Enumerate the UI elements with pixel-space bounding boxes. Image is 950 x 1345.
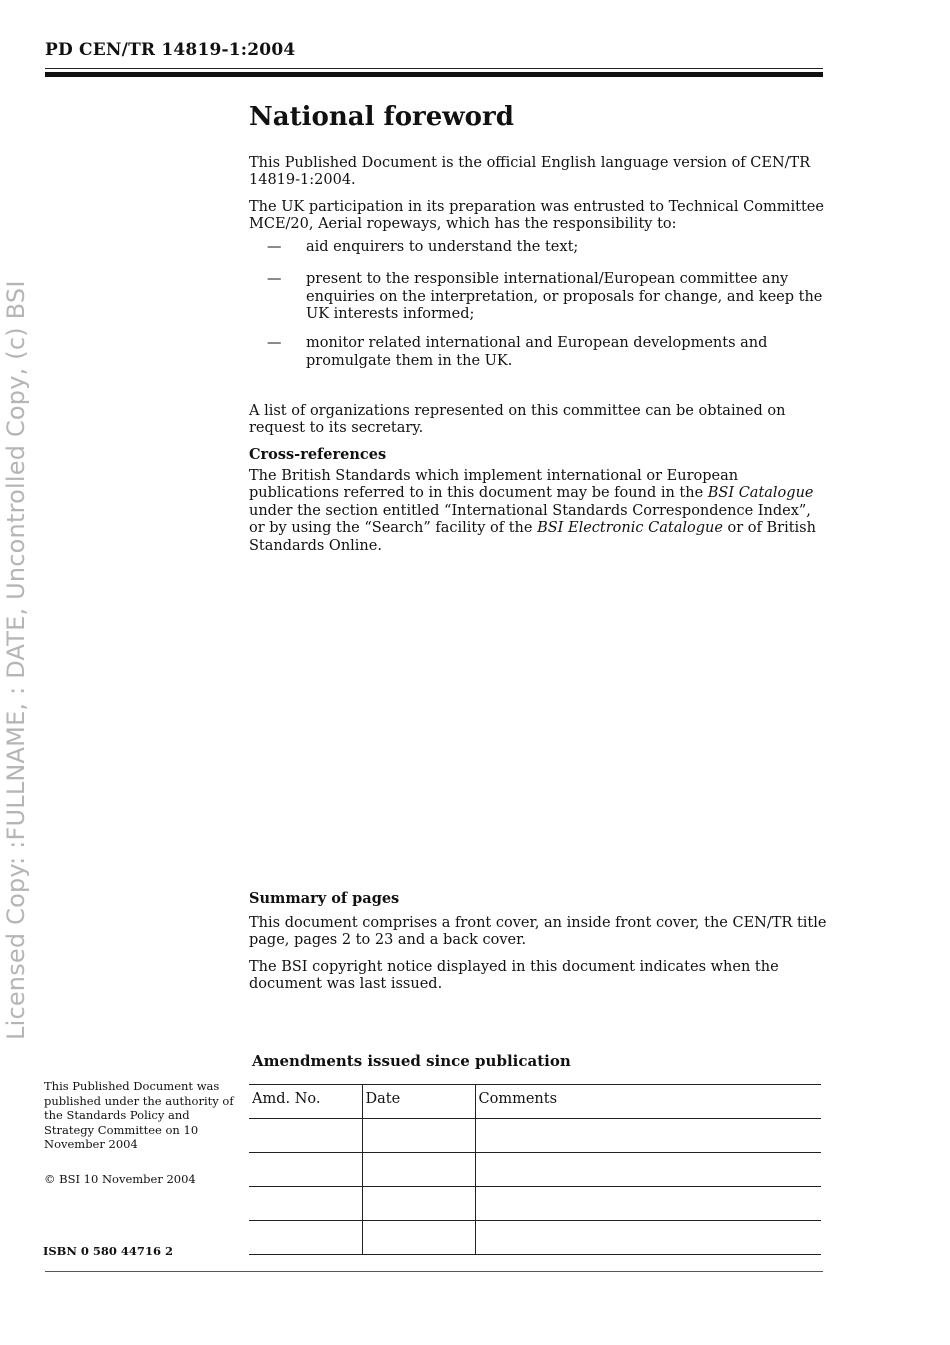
copyright-notice: © BSI 10 November 2004 (44, 1172, 196, 1186)
table-cell (362, 1187, 475, 1221)
summary-paragraph-2: The BSI copyright notice displayed in this document indicates when the document was last issued. (249, 958, 779, 992)
xref-text-2: under the section entitled “International Standards Correspondence Index”, or by using the “Search” facility of the (249, 502, 811, 536)
column-header-date: Date (362, 1085, 475, 1119)
dash-bullet: — (267, 239, 282, 255)
table-cell (249, 1119, 362, 1153)
page-title: National foreword (249, 102, 514, 132)
cross-references-paragraph (249, 468, 829, 556)
table-cell (249, 1153, 362, 1187)
table-cell (475, 1221, 821, 1255)
header-rule-thick (45, 72, 823, 77)
footer-rule (45, 1271, 823, 1272)
header-rule-thin (45, 68, 823, 69)
committee-note: A list of organizations represented on this committee can be obtained on request to its secretary. (249, 402, 786, 436)
table-row (249, 1187, 821, 1221)
table-cell (362, 1221, 475, 1255)
table-cell (249, 1187, 362, 1221)
dash-bullet: — (267, 335, 282, 351)
document-id: PD CEN/TR 14819-1:2004 (45, 40, 296, 60)
column-header-comments: Comments (475, 1085, 821, 1119)
dash-bullet: — (267, 271, 282, 287)
responsibility-text: present to the responsible international/European committee any enquiries on the interpretation, or proposals for change, and keep the UK interests informed; (306, 271, 823, 322)
amendments-heading: Amendments issued since publication (252, 1052, 571, 1070)
summary-heading: Summary of pages (249, 889, 400, 907)
table-cell (475, 1187, 821, 1221)
bsi-catalogue-ref: BSI Catalogue (707, 485, 814, 501)
table-cell (362, 1119, 475, 1153)
table-row (249, 1153, 821, 1187)
table-cell (475, 1153, 821, 1187)
bsi-electronic-catalogue-ref: BSI Electronic Catalogue (537, 520, 723, 536)
intro-paragraph-2: The UK participation in its preparation was entrusted to Technical Committee MCE/20, Aerial ropeways, which has the responsibility to: (249, 198, 824, 232)
license-watermark: Licensed Copy: :FULLNAME, : DATE, Uncontrolled Copy, (c) BSI (2, 280, 30, 1040)
table-cell (362, 1153, 475, 1187)
summary-paragraph-1: This document comprises a front cover, an inside front cover, the CEN/TR title page, pages 2 to 23 and a back cover. (249, 914, 827, 948)
xref-text-3: or of British Standards Online. (249, 520, 816, 554)
table-header-row (249, 1085, 821, 1119)
responsibility-text: monitor related international and European developments and promulgate them in the UK. (306, 335, 768, 369)
amendments-table (249, 1084, 821, 1255)
isbn: ISBN 0 580 44716 2 (43, 1244, 173, 1258)
publication-authority-note: This Published Document was published under the authority of the Standards Policy and Strategy Committee on 10 November 2004 (44, 1079, 234, 1151)
table-cell (249, 1221, 362, 1255)
intro-paragraph-1: This Published Document is the official English language version of CEN/TR 14819-1:2004. (249, 154, 811, 188)
table-cell (475, 1119, 821, 1153)
table-row (249, 1119, 821, 1153)
xref-text-1: The British Standards which implement international or European publications referred to in this document may be found in the (249, 467, 739, 501)
table-row (249, 1221, 821, 1255)
cross-references-heading: Cross-references (249, 445, 387, 463)
column-header-amd-no: Amd. No. (249, 1085, 362, 1119)
responsibility-text: aid enquirers to understand the text; (306, 239, 579, 255)
